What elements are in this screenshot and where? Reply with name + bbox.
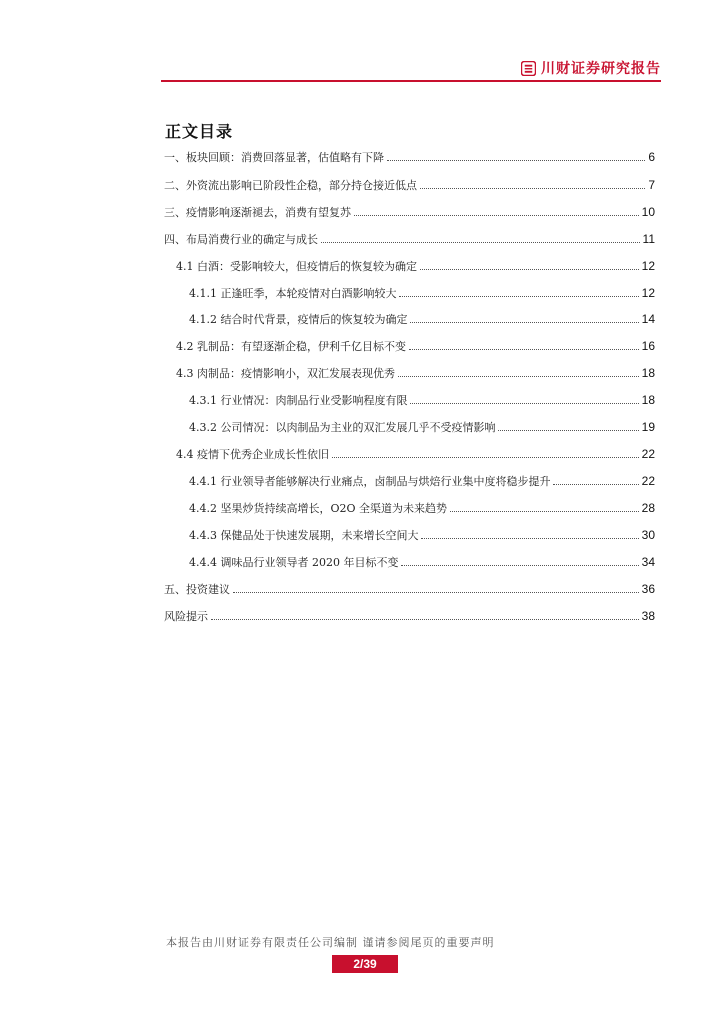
- toc-entry-page: 14: [641, 312, 655, 326]
- toc-leader-dots: [410, 311, 638, 323]
- toc-entry-page: 34: [641, 555, 655, 569]
- toc-entry[interactable]: [176, 365, 655, 381]
- toc-entry-page: 16: [641, 339, 655, 353]
- toc-entry[interactable]: [164, 231, 655, 247]
- toc-entry-page: 36: [641, 582, 655, 596]
- toc-entry-title: 4.1.1 正逢旺季，本轮疫情对白酒影响较大: [189, 287, 397, 300]
- toc-entry-page: 10: [641, 205, 655, 219]
- toc-entry-title: 四、布局消费行业的确定与成长: [164, 233, 318, 246]
- toc-entry[interactable]: [164, 581, 655, 597]
- toc-entry[interactable]: [189, 311, 655, 327]
- toc-entry-title: 五、投资建议: [164, 583, 230, 596]
- brand: [521, 58, 661, 78]
- toc-entry-page: 38: [641, 609, 655, 623]
- toc-leader-dots: [233, 581, 639, 593]
- toc-entry-title: 风险提示: [164, 610, 208, 623]
- toc-leader-dots: [450, 500, 639, 512]
- toc-entry-title: 一、板块回顾：消费回落显著，估值略有下降: [164, 151, 384, 164]
- toc-entry-page: 18: [641, 393, 655, 407]
- toc-entry[interactable]: [189, 285, 655, 301]
- toc-entry[interactable]: [189, 419, 655, 435]
- toc-leader-dots: [387, 149, 645, 161]
- toc-entry-page: 12: [641, 259, 655, 273]
- toc-entry-title: 4.4.2 坚果炒货持续高增长，O2O 全渠道为未来趋势: [189, 502, 448, 515]
- toc-entry-page: 30: [641, 528, 655, 542]
- toc-leader-dots: [420, 258, 639, 270]
- toc-entry-title: 4.4.3 保健品处于快速发展期，未来增长空间大: [189, 529, 419, 542]
- toc-entry[interactable]: [176, 338, 655, 354]
- toc-leader-dots: [553, 473, 638, 485]
- toc-entry-page: 18: [641, 366, 655, 380]
- toc-leader-dots: [498, 419, 638, 431]
- toc-leader-dots: [354, 204, 639, 216]
- toc-entry-page: 11: [642, 232, 655, 246]
- toc-leader-dots: [421, 527, 638, 539]
- toc-entry[interactable]: [189, 527, 655, 543]
- toc-entry[interactable]: [164, 149, 655, 165]
- toc-entry[interactable]: [164, 204, 655, 220]
- toc-entry-title: 二、外资流出影响已阶段性企稳，部分持仓接近低点: [164, 179, 417, 192]
- toc-entry-page: 19: [641, 420, 655, 434]
- header-divider: [161, 80, 661, 82]
- report-header: [161, 56, 661, 82]
- toc-leader-dots: [398, 365, 639, 377]
- toc-leader-dots: [332, 446, 639, 458]
- toc-entry[interactable]: [189, 554, 655, 570]
- toc-entry[interactable]: [189, 500, 655, 516]
- toc-entry-title: 三、疫情影响逐渐褪去，消费有望复苏: [164, 206, 351, 219]
- toc-entry-page: 28: [641, 501, 655, 515]
- toc-leader-dots: [211, 608, 639, 620]
- toc-leader-dots: [420, 177, 645, 189]
- toc-entry-title: 4.3.1 行业情况：肉制品行业受影响程度有限: [189, 394, 408, 407]
- toc-entry-page: 12: [641, 286, 655, 300]
- toc-entry-title: 4.4.1 行业领导者能够解决行业痛点，卤制品与烘焙行业集中度将稳步提升: [189, 475, 551, 488]
- page-number-badge: 2/39: [332, 955, 398, 973]
- toc-entry[interactable]: [164, 177, 655, 193]
- toc-entry-page: 7: [648, 178, 655, 192]
- toc-entry-title: 4.4 疫情下优秀企业成长性依旧: [176, 448, 329, 461]
- toc-entry-page: 22: [641, 474, 655, 488]
- toc-entry[interactable]: [189, 473, 655, 489]
- toc-entry-title: 4.2 乳制品：有望逐渐企稳，伊利千亿目标不变: [176, 340, 406, 353]
- footer-disclaimer: 本报告由川财证券有限责任公司编制 谨请参阅尾页的重要声明: [166, 936, 495, 949]
- toc-entry[interactable]: [176, 446, 655, 462]
- toc-leader-dots: [410, 392, 638, 404]
- toc-leader-dots: [409, 338, 639, 350]
- toc-leader-dots: [399, 285, 638, 297]
- toc-leader-dots: [401, 554, 638, 566]
- toc-entry[interactable]: [189, 392, 655, 408]
- toc-entry-title: 4.3 肉制品：疫情影响小，双汇发展表现优秀: [176, 367, 395, 380]
- brand-name: 川财证券研究报告: [541, 61, 661, 77]
- toc-entry-title: 4.4.4 调味品行业领导者 2020 年目标不变: [189, 556, 399, 569]
- toc-entry-page: 22: [641, 447, 655, 461]
- toc-title: 正文目录: [165, 122, 234, 141]
- toc-entry[interactable]: [176, 258, 655, 274]
- toc-entry-title: 4.3.2 公司情况：以肉制品为主业的双汇发展几乎不受疫情影响: [189, 421, 496, 434]
- toc-entry-page: 6: [648, 150, 655, 164]
- brand-logo-icon: [521, 61, 536, 76]
- toc-entry-title: 4.1.2 结合时代背景，疫情后的恢复较为确定: [189, 313, 408, 326]
- toc-entry-title: 4.1 白酒：受影响较大，但疫情后的恢复较为确定: [176, 260, 417, 273]
- toc-leader-dots: [321, 231, 640, 243]
- toc-entry[interactable]: [164, 608, 655, 624]
